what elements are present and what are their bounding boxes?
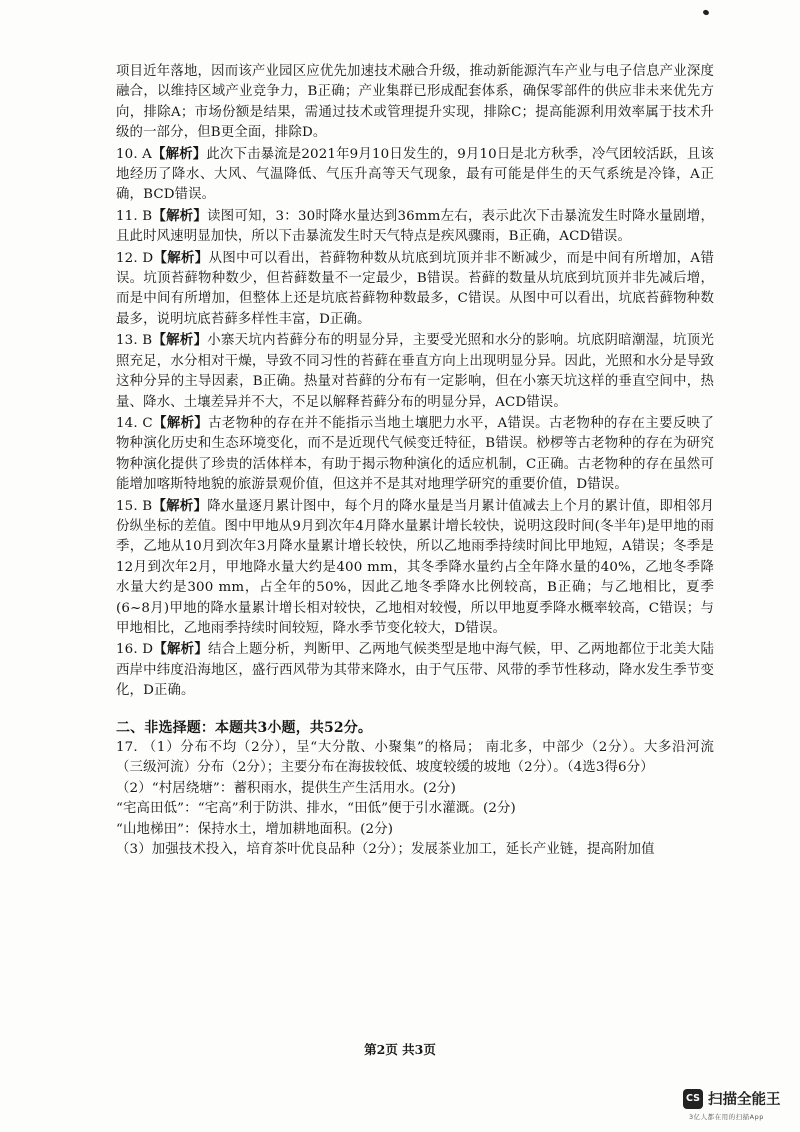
scan-speck <box>702 9 709 16</box>
answer-17-part-3: （3）加强技术投入，培育茶叶优良品种（2分）；发展茶业加工，延长产业链，提高附加值 <box>116 842 655 858</box>
analysis-tag: 【解析】 <box>152 497 208 514</box>
answer-body: 从图中可以看出，苔藓物种数从坑底到坑顶并非不断减少，而是中间有所增加，A错误。坑顶苔藓物种数少，但苔藓数量不一定最少，B错误。苔藓的数量从坑底到坑顶并非先减后增，而是中间有所增加，但整体上还是坑底苔藓物种数最多，C错误。从图中可以看出，坑底苔藓物种数最多，说明坑底苔藓多样性丰富，D正确。 <box>116 250 714 327</box>
answer-16 <box>116 639 714 701</box>
answer-body: 降水量逐月累计图中，每个月的降水量是当月累计值减去上个月的累计值，即相邻月份纵坐标的差值。图中甲地从9月到次年4月降水量累计增长较快，说明这段时间(冬半年)是甲地的雨季，乙地从10月到次年3月降水量累计增长较快，所以乙地雨季持续时间比甲地短，A错误；冬季是12月到次年2月，甲地降水量大约是400 mm，其冬季降水量约占全年降水量的40%，乙地冬季降水量大约是300 mm，占全年的50%，因此乙地冬季降水比例较高，B正确；与乙地相比，夏季(6~8月)甲地的降水量累计增长相对较快，乙地相对较慢，所以甲地夏季降水概率较高，C错误；与甲地相比，乙地雨季持续时间较短，降水季节变化较大，D错误。 <box>116 498 714 636</box>
watermark-tagline: 3亿人都在用的扫描App <box>689 1113 764 1121</box>
answer-body: 古老物种的存在并不能指示当地土壤肥力水平，A错误。古老物种的存在主要反映了物种演化历史和生态环境变化，而不是近现代气候变迁特征，B错误。桫椤等古老物种的存在为研究物种演化提供了珍贵的活体样本，有助于揭示物种演化的适应机制，C正确。古老物种的存在虽然可能增加喀斯特地貌的旅游景观价值，但这并不是其对地理学研究的重要价值，D错误。 <box>116 415 714 493</box>
answer-17-part-2-line-2: “宅高田低”：“宅高”利于防洪、排水，“田低”便于引水灌溉。(2分) <box>116 801 516 817</box>
answer-number: 13. B <box>116 333 153 349</box>
page-footer: 第2页 共3页 <box>364 1042 436 1057</box>
answer-number: 16. D <box>116 642 154 658</box>
answer-17-part-2-line-3: “山地梯田”：保持水土，增加耕地面积。(2分) <box>116 821 394 837</box>
analysis-tag: 【解析】 <box>152 414 209 431</box>
camscanner-logo-icon: CS <box>683 1089 703 1109</box>
analysis-tag: 【解析】 <box>152 207 208 224</box>
answer-number: 14. C <box>116 415 153 431</box>
watermark-app-name: 扫描全能王 <box>708 1092 781 1108</box>
answer-12 <box>116 248 714 331</box>
section-title: 二、非选择题：本题共3小题，共52分。 <box>116 719 373 736</box>
answer-14 <box>116 413 714 496</box>
scanner-watermark <box>683 1086 795 1126</box>
answer-number: 12. D <box>116 250 154 266</box>
answer-body: 此次下击暴流是2021年9月10日发生的，9月10日是北方秋季，冷气团较活跃，且该地经历了降水、大风、气温降低、气压升高等天气现象，最有可能是伴生的天气系统是冷锋，A正确，BCD错误。 <box>116 146 714 203</box>
analysis-tag: 【解析】 <box>152 145 207 162</box>
answer-13 <box>116 330 714 413</box>
answer-body: 小寨天坑内苔藓分布的明显分异，主要受光照和水分的影响。坑底阴暗潮湿，坑顶光照充足，水分相对干燥，导致不同习性的苔藓在垂直方向上出现明显分异。因此，光照和水分是导致这种分异的主导因素，B正确。热量对苔藓的分布有一定影响，但在小寨天坑这样的垂直空间中，热量、降水、土壤差异并不大，不足以解释苔藓分布的明显分异，ACD错误。 <box>116 333 714 410</box>
answer-number: 11. B <box>116 208 153 224</box>
answer-number: 15. B <box>116 498 153 514</box>
answer-17-part-1: 17. （1）分布不均（2分），呈“大分散、小聚集”的格局； 南北多，中部少（2分）。大多沿河流（三级河流）分布（2分）；主要分布在海拔较低、坡度较缓的坡地（2分）。（4选3得6分） <box>116 740 714 776</box>
answer-body: 结合上题分析，判断甲、乙两地气候类型是地中海气候，甲、乙两地都位于北美大陆西岸中纬度沿海地区，盛行西风带为其带来降水，由于气压带、风带的季节性移动，降水发生季节变化，D正确。 <box>116 642 714 699</box>
answer-10 <box>116 144 714 206</box>
answer-15 <box>116 496 714 640</box>
analysis-tag: 【解析】 <box>153 249 209 266</box>
answer-body: 读图可知，3：30时降水量达到36mm左右，表示此次下击暴流发生时降水量剧增，且此时风速明显加快，所以下击暴流发生时天气特点是疾风骤雨，B正确，ACD错误。 <box>116 208 714 245</box>
answer-11 <box>116 206 714 248</box>
analysis-tag: 【解析】 <box>153 641 209 658</box>
paragraph-9-continued: 项目近年落地，因而该产业园区应优先加速技术融合升级，推动新能源汽车产业与电子信息产业深度融合，以维持区域产业竞争力，B正确；产业集群已形成配套体系，确保零部件的供应非未来优先方向，排除A；市场份额是结果，需通过技术或管理提升实现，排除C；提高能源利用效率属于技术升级的一部分，但B更全面，排除D。 <box>116 64 714 141</box>
answer-text <box>116 62 714 860</box>
answer-17-part-2: （2）“村居绕塘”：蓄积雨水，提供生产生活用水。(2分) <box>116 780 456 796</box>
answer-number: 10. A <box>116 146 153 162</box>
analysis-tag: 【解析】 <box>152 332 208 349</box>
